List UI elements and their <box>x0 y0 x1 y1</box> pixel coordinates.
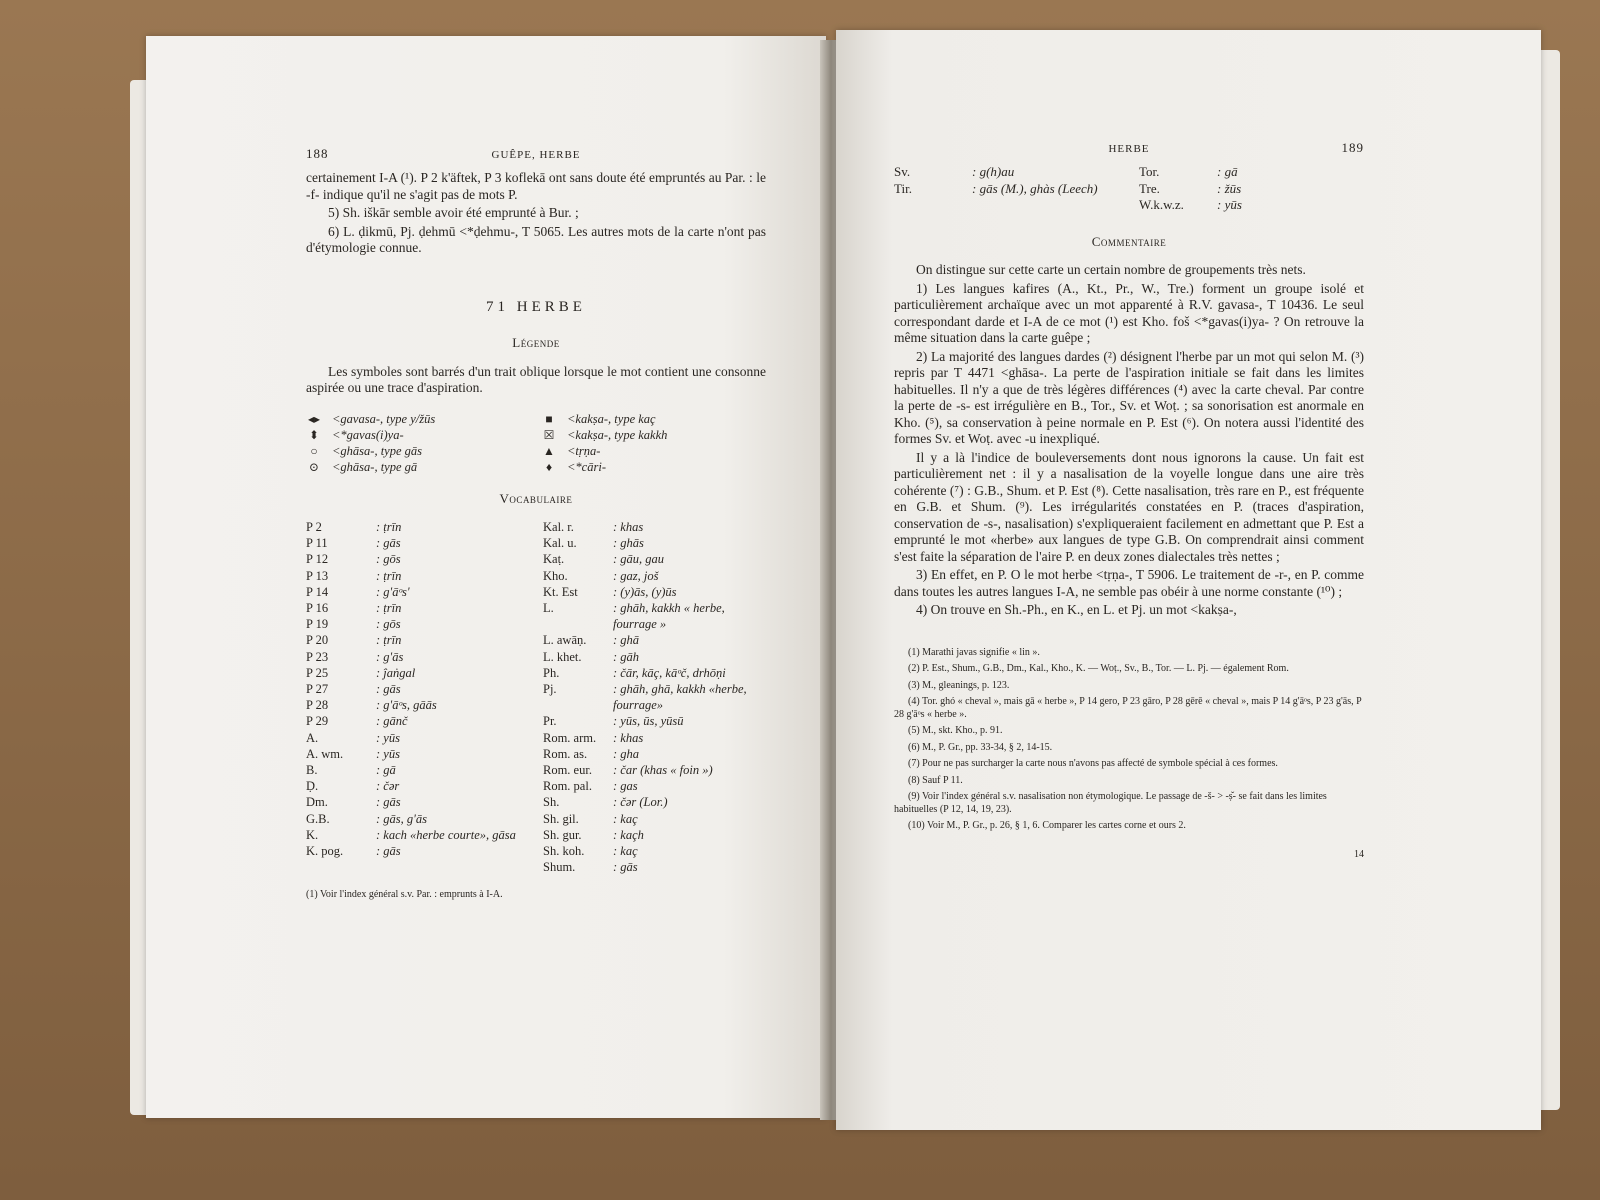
vocab-language: Kaṭ. <box>543 552 565 567</box>
legend-item <box>306 427 531 443</box>
vocab-form: : gas <box>613 779 638 794</box>
vocab-form: : yūs <box>376 730 400 745</box>
commentary-paragraph: On distingue sur cette carte un certain nombre de groupements très nets. <box>916 262 1306 277</box>
vocab-row <box>306 551 529 567</box>
right-running-title: HERBE <box>1108 143 1150 155</box>
legend-heading: Légende <box>512 335 560 350</box>
vocab-form: : gā <box>1217 164 1238 179</box>
vocab-form: : ṭrīn <box>376 633 402 648</box>
vocab-form: : ĵaṅgal <box>376 665 416 680</box>
vocab-language: Kt. Est <box>543 584 578 599</box>
vocab-language: P 19 <box>306 617 329 632</box>
legend-label: <ghāsa-, type gās <box>332 443 423 458</box>
left-page-content <box>306 146 766 902</box>
legend-list <box>306 411 766 475</box>
vocab-language: Rom. arm. <box>543 730 597 745</box>
vocab-row <box>306 794 529 810</box>
vocab-row <box>543 681 766 713</box>
left-page-number: 188 <box>306 146 329 161</box>
vocab-row <box>306 697 529 713</box>
vocab-row <box>306 665 529 681</box>
vocab-form: : ghās <box>613 536 644 551</box>
legend-item <box>541 443 766 459</box>
vocab-row <box>306 600 529 616</box>
vocab-form: : ṭrīn <box>376 601 402 616</box>
vocab-form: : gās <box>376 844 401 859</box>
vocab-language: Kal. u. <box>543 536 577 551</box>
vocab-language: Shum. <box>543 860 576 875</box>
footnote-item: (10) Voir M., P. Gr., p. 26, § 1, 6. Comparer les cartes corne et ours 2. <box>908 820 1186 831</box>
legend-symbol-icon: ☒ <box>543 427 555 442</box>
vocab-language: L. khet. <box>543 649 582 664</box>
right-vocab-column-2 <box>1139 164 1364 214</box>
vocab-language: W.k.w.z. <box>1139 197 1184 212</box>
vocab-form: : gās <box>613 860 638 875</box>
vocab-language: Pr. <box>543 714 557 729</box>
commentary-paragraph: Il y a là l'indice de bouleversements dont nous ignorons la cause. Un fait est particulièrement net : il y a nasalisation de la voyelle longue dans une aire très cohérente (⁷) : G.B., Shum. et P. Est (⁸). Cette nasalisation, très rare en P., est fréquente en G.B. et Shum. (⁹). Les irrégularités constatées en P. (traces d'aspiration, conservation de -s-, nasalisation) s'expliqueraient facilement en admettant que P. Est a emprunté le mot «herbe» aux langues de type G.B. On comprendrait ainsi comment s'est faite la séparation de l'aire P. en deux zones dialectales très nettes ; <box>894 449 1364 564</box>
vocab-form: : yūs, ūs, yūsū <box>613 714 684 729</box>
vocab-language: Dm. <box>306 795 328 810</box>
legend-item <box>541 459 766 475</box>
vocab-row <box>1139 164 1364 181</box>
left-running-head <box>306 146 766 170</box>
vocab-form: : g'āᵒs, gāās <box>376 698 437 713</box>
vocab-form: : čər (Lor.) <box>613 795 668 810</box>
vocab-row <box>543 551 766 567</box>
footnote-item: (2) P. Est., Shum., G.B., Dm., Kal., Kho., K. — Woṭ., Sv., B., Tor. — L. Pj. — également Rom. <box>908 663 1289 674</box>
vocab-language: A. <box>306 730 319 745</box>
vocab-row <box>543 632 766 648</box>
vocab-language: Sh. gur. <box>543 827 582 842</box>
vocab-form: : žūs <box>1217 180 1242 196</box>
footnote-item: (4) Tor. ghó « cheval », mais gā « herbe », P 14 gero, P 23 gāro, P 28 gērē « cheval », mais P 14 g'āᵒs, P 23 g'ās, P 28 g'āᵒs « herbe ». <box>894 696 1362 720</box>
vocab-row <box>1139 181 1364 198</box>
vocab-row <box>306 843 529 859</box>
commentary-paragraph: 1) Les langues kafires (A., Kt., Pr., W., Tre.) forment un groupe isolé et particulièrement archaïque avec un mot apparenté à R.V. gavasa-, T 10436. Le seul correspondant darde et I-A de ce mot (¹) est Kho. foš <*gavas(i)ya- ? On retrouve la même situation dans la carte guêpe ; <box>894 280 1364 345</box>
vocab-row <box>306 681 529 697</box>
vocab-form: : gōs <box>376 552 401 567</box>
left-running-title: GUÊPE, HERBE <box>491 149 581 161</box>
left-footnote: (1) Voir l'index général s.v. Par. : emprunts à I-A. <box>306 889 503 901</box>
vocab-form: : gās <box>376 682 401 697</box>
vocab-language: Sv. <box>894 164 911 179</box>
vocab-language: P 16 <box>306 601 329 616</box>
vocab-row <box>543 762 766 778</box>
vocab-row <box>306 616 529 632</box>
vocab-form: : čār, kāç, kāᵒč, drhōṇi <box>613 665 726 680</box>
vocab-language: L. <box>543 601 554 616</box>
vocab-row <box>306 746 529 762</box>
vocab-row <box>306 778 529 794</box>
vocab-language: P 20 <box>306 633 329 648</box>
vocab-row <box>306 730 529 746</box>
vocab-language: Sh. gil. <box>543 811 579 826</box>
right-page <box>836 30 1541 1130</box>
vocab-form: : kaç <box>613 844 638 859</box>
vocab-row <box>306 811 529 827</box>
legend-item <box>306 459 531 475</box>
vocab-language: Pj. <box>543 682 557 697</box>
vocab-row <box>306 519 529 535</box>
vocab-row <box>306 762 529 778</box>
vocab-language: Sh. koh. <box>543 844 585 859</box>
left-intro-2: 5) Sh. iškār semble avoir été emprunté à Bur. ; <box>328 205 579 220</box>
vocab-language: Rom. eur. <box>543 763 592 778</box>
vocab-form: : gās <box>376 536 401 551</box>
vocab-language: Kal. r. <box>543 520 574 534</box>
vocab-language: P 13 <box>306 568 329 583</box>
footnote-item: (6) M., P. Gr., pp. 33-34, § 2, 14-15. <box>908 741 1053 753</box>
vocab-language: P 23 <box>306 649 329 664</box>
vocab-language: Tir. <box>894 180 912 196</box>
vocab-form: : gās <box>376 795 401 810</box>
commentary-paragraph: 4) On trouve en Sh.-Ph., en K., en L. et Pj. un mot <kakṣa-, <box>916 602 1237 617</box>
vocab-form: : čər <box>376 779 400 794</box>
footnote-item: (9) Voir l'index général s.v. nasalisation non étymologique. Le passage de -š- > -ṣ̌- se fait dans les limites habituelles (P 12, 14, 19, 23). <box>894 791 1327 815</box>
vocab-form: : gha <box>613 746 640 761</box>
vocab-form: : g'ās <box>376 649 404 664</box>
vocab-row <box>306 584 529 600</box>
commentary-heading: Commentaire <box>1091 233 1167 249</box>
vocab-language: P 2 <box>306 520 322 534</box>
vocab-row <box>306 535 529 551</box>
vocab-row <box>306 568 529 584</box>
vocab-form: : gāh <box>613 649 640 664</box>
vocab-language: P 29 <box>306 714 329 729</box>
vocab-form: : gās (M.), ghàs (Leech) <box>972 180 1098 196</box>
vocab-row <box>894 181 1119 198</box>
left-intro-1: certainement I-A (¹). P 2 k'äftek, P 3 koflekā ont sans doute été empruntés au Par. : le -f- indique qu'il ne s'agit pas de mots P. <box>306 170 766 202</box>
vocab-row <box>1139 197 1364 214</box>
vocab-language: Tor. <box>1139 164 1160 179</box>
vocab-language: K. pog. <box>306 844 344 859</box>
vocab-language: B. <box>306 763 318 778</box>
vocab-row <box>543 665 766 681</box>
footnote-item: (1) Marathi javas signifie « lin ». <box>908 646 1040 658</box>
vocab-form: : g'āᵒs' <box>376 584 410 599</box>
vocab-language: Tre. <box>1139 180 1160 196</box>
vocab-form: : gōs <box>376 617 401 632</box>
left-page <box>146 36 826 1118</box>
vocab-form: : ṭrīn <box>376 520 402 534</box>
vocab-row <box>543 811 766 827</box>
vocab-language: A. wm. <box>306 746 344 761</box>
vocab-row <box>543 730 766 746</box>
vocab-row <box>306 827 529 843</box>
vocab-language: P 14 <box>306 584 329 599</box>
commentary-body <box>894 262 1364 619</box>
vocab-row <box>543 649 766 665</box>
vocab-language: P 25 <box>306 665 329 680</box>
vocab-form: : kaçh <box>613 827 644 842</box>
commentary-paragraph: 2) La majorité des langues dardes (²) désignent l'herbe par un mot qui selon M. (³) repris par T 4471 <ghāsa-. La perte de l'aspiration initiale se fait dans les limites habituelles. Il n'y a que de très légères différences (⁴) avec la carte cheval. Par contre la perte de -s- est irrégulière en B., Tor., Sv. et Woṭ. ; sa sonorisation est anormale en Kho. (⁵), sa conservation à peine normale en P. Est (⁶). On notera aussi l'identité des formes Sv. et Woṭ. avec -u inexpliqué. <box>894 348 1364 446</box>
vocab-form: : gā <box>376 763 396 778</box>
vocab-table <box>306 519 766 875</box>
legend-label: <kakṣa-, type kaç <box>567 411 656 426</box>
vocab-row <box>543 535 766 551</box>
vocab-row <box>543 778 766 794</box>
vocab-language: Ḍ. <box>306 779 319 794</box>
commentary-paragraph: 3) En effet, en P. O le mot herbe <tṛṇa-, T 5906. Le traitement de -r-, en P. comme dans toutes les autres langues I-A, ne semble pas obéir à une norme constante (¹⁰) ; <box>894 567 1364 599</box>
legend-item <box>306 443 531 459</box>
vocab-column-2 <box>543 519 766 875</box>
legend-symbol-icon: ▲ <box>543 443 555 458</box>
vocab-form: : gās, g'ās <box>376 811 427 826</box>
vocab-language: P 11 <box>306 536 328 551</box>
right-page-content <box>894 140 1364 863</box>
footnote-item: (5) M., skt. Kho., p. 91. <box>908 725 1003 736</box>
vocab-form: : gānč <box>376 714 408 729</box>
vocab-form: : gaz, još <box>613 568 659 583</box>
vocab-form: : kaç <box>613 811 638 826</box>
footnote-item: (7) Pour ne pas surcharger la carte nous n'avons pas affecté de symbole spécial à ces formes. <box>908 758 1278 769</box>
legend-label: <*gavas(i)ya- <box>332 427 404 442</box>
vocab-row <box>306 649 529 665</box>
signature-mark: 14 <box>1354 848 1364 860</box>
vocab-form: : (y)ās, (y)ūs <box>613 584 677 599</box>
legend-symbol-icon: ⬍ <box>308 427 320 442</box>
vocab-language: Ph. <box>543 665 560 680</box>
legend-label: <tṛṇa- <box>567 443 601 458</box>
vocab-row <box>894 164 1119 181</box>
vocab-form: : yūs <box>1217 197 1242 212</box>
legend-text: Les symboles sont barrés d'un trait oblique lorsque le mot contient une consonne aspirée ou une trace d'aspiration. <box>306 363 766 395</box>
legend-symbol-icon: ◂▸ <box>307 411 321 426</box>
vocab-row <box>306 632 529 648</box>
right-running-head <box>894 140 1364 164</box>
vocab-form: : kach «herbe courte», gāsa <box>376 827 516 842</box>
vocab-row <box>543 584 766 600</box>
left-intro-3: 6) L. ḍikmū, Pj. ḍehmū <*ḍehmu-, T 5065. Les autres mots de la carte n'ont pas d'étymologie connue. <box>306 223 766 255</box>
right-vocab-column-1 <box>894 164 1119 214</box>
vocab-form: : ghā <box>613 633 640 648</box>
legend-symbol-icon: ⊙ <box>308 459 320 474</box>
vocab-column-1 <box>306 519 529 875</box>
vocab-language: G.B. <box>306 811 330 826</box>
vocab-row <box>543 859 766 875</box>
legend-label: <kakṣa-, type kakkh <box>567 427 668 442</box>
legend-symbol-icon: ■ <box>545 411 553 426</box>
right-page-number: 189 <box>1341 140 1364 155</box>
vocab-language: P 28 <box>306 698 329 713</box>
vocab-row <box>306 713 529 729</box>
legend-symbol-icon: ○ <box>310 443 318 458</box>
footnote-item: (3) M., gleanings, p. 123. <box>908 679 1010 691</box>
vocab-row <box>543 519 766 535</box>
right-top-vocab <box>894 164 1364 214</box>
legend-label: <gavasa-, type y/žūs <box>332 411 436 426</box>
vocab-row <box>543 568 766 584</box>
vocab-row <box>543 746 766 762</box>
legend-label: <ghāsa-, type gā <box>332 459 418 474</box>
vocab-heading: Vocabulaire <box>499 490 573 506</box>
footnote-item: (8) Sauf P 11. <box>908 774 963 786</box>
legend-item <box>541 411 766 427</box>
vocab-form: : yūs <box>376 746 400 761</box>
vocab-language: Sh. <box>543 795 560 810</box>
legend-symbol-icon: ♦ <box>545 459 553 474</box>
legend-item <box>306 411 531 427</box>
legend-item <box>541 427 766 443</box>
right-footnotes <box>894 647 1364 833</box>
vocab-form: : khas <box>613 520 644 534</box>
vocab-form: : ghāh, ghā, kakkh «herbe, fourrage» <box>613 682 747 713</box>
vocab-row <box>543 827 766 843</box>
vocab-row <box>543 843 766 859</box>
legend-label: <*cāri- <box>567 459 606 474</box>
vocab-row <box>543 794 766 810</box>
vocab-form: : khas <box>613 730 644 745</box>
vocab-form: : gāu, gau <box>613 552 665 567</box>
vocab-form: : ghāh, kakkh « herbe, fourrage » <box>613 601 725 632</box>
vocab-language: P 27 <box>306 682 329 697</box>
vocab-row <box>543 713 766 729</box>
vocab-language: Rom. pal. <box>543 779 592 794</box>
vocab-language: P 12 <box>306 552 329 567</box>
vocab-language: L. awāṇ. <box>543 633 587 648</box>
vocab-form: : g(h)au <box>972 164 1015 179</box>
vocab-language: K. <box>306 827 319 842</box>
vocab-language: Kho. <box>543 568 568 583</box>
vocab-language: Rom. as. <box>543 746 588 761</box>
vocab-form: : ṭrīn <box>376 568 402 583</box>
vocab-form: : čar (khas « foin ») <box>613 763 713 778</box>
vocab-row <box>543 600 766 632</box>
section-title: 71 HERBE <box>486 298 586 315</box>
